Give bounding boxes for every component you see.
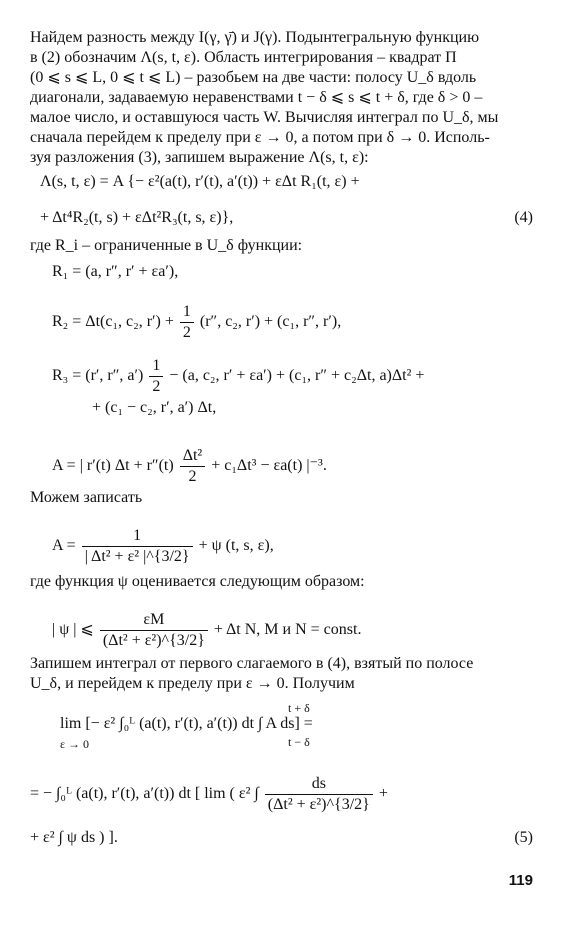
fraction-half xyxy=(149,356,163,397)
equation-psi-left: | ψ | ⩽ xyxy=(52,621,94,639)
equation-psi-right: + Δt N, M и N = const. xyxy=(213,621,362,639)
fraction-eM xyxy=(100,610,208,651)
equation-5-line2-right: + xyxy=(378,785,388,803)
equation-psi xyxy=(52,610,361,651)
page-number: 119 xyxy=(508,872,533,889)
paragraph-line: Найдем разность между I(γ, γ̄) и J(γ). Подынтегральную функцию xyxy=(30,29,480,46)
fraction-numerator: 1 xyxy=(133,527,142,544)
equation-A2-right: + ψ (t, s, ε), xyxy=(198,537,274,555)
fraction-numerator: 1 xyxy=(152,357,161,374)
equation-5-line1: lim [− ε² ∫₀ᴸ (a(t), r′(t), a′(t)) dt ∫ A ds] = xyxy=(60,715,313,732)
fraction-numerator: Δt² xyxy=(182,447,203,464)
equation-5-line3: + ε² ∫ ψ ds ) ]. xyxy=(30,829,118,846)
equation-5-line2-left: = − ∫₀ᴸ (a(t), r′(t), a′(t)) dt [ lim ( ε² ∫ xyxy=(30,785,259,803)
equation-R3-line2: + (c₁ − c₂, r′, a′) Δt, xyxy=(92,399,217,416)
equation-number-4: (4) xyxy=(514,209,533,226)
fraction-denominator: 2 xyxy=(180,322,194,343)
equation-R3-right: − (a, c₂, r′ + εa′) + (c₁, r″ + c₂Δt, a)Δt² + xyxy=(169,367,425,385)
paragraph-line: в (2) обозначим Λ(s, t, ε). Область интегрирования – квадрат П xyxy=(30,49,457,66)
fraction-denominator: 2 xyxy=(180,466,206,487)
equation-5-line2 xyxy=(30,774,388,815)
where-text: где R_i – ограниченные в U_δ функции: xyxy=(30,237,303,254)
fraction-dt2-over-2 xyxy=(180,446,206,487)
integral-upper-limit: t + δ xyxy=(288,701,310,715)
equation-R3-left: R₃ = (r′, r″, a′) xyxy=(52,367,144,385)
equation-5-limit-sub: ε → 0 xyxy=(60,737,90,751)
equation-R3 xyxy=(52,356,424,397)
equation-A2-left: A = xyxy=(52,537,76,555)
paragraph-line: сначала перейдем к пределу при ε → 0, а потом при δ → 0. Исполь- xyxy=(30,129,490,146)
equation-A-approx xyxy=(52,526,274,567)
fraction-ds xyxy=(265,774,373,815)
equation-A-left: A = | r′(t) Δt + r″(t) xyxy=(52,457,174,475)
equation-number-5: (5) xyxy=(514,829,533,846)
equation-4-line2: + Δt⁴R₂(t, s) + εΔt²R₃(t, s, ε)}, xyxy=(40,209,234,226)
fraction-numerator: 1 xyxy=(182,303,191,320)
psi-text: где функция ψ оценивается следующим образом: xyxy=(30,573,365,590)
equation-A xyxy=(52,446,327,487)
paragraph-line: малое число, и оставшуюся часть W. Вычисляя интеграл по U_δ, мы xyxy=(30,109,499,126)
can-write-text: Можем записать xyxy=(30,489,143,506)
equation-R1: R₁ = (a, r″, r′ + εa′), xyxy=(52,263,179,280)
equation-R2-left: R₂ = Δt(c₁, c₂, r′) + xyxy=(52,313,174,331)
equation-4-line1: Λ(s, t, ε) = A {− ε²(a(t), r′(t), a′(t)) + εΔt R₁(t, ε) + xyxy=(40,173,360,190)
equation-R2 xyxy=(52,302,341,343)
paragraph-line: Запишем интеграл от первого слагаемого в (4), взятый по полосе xyxy=(30,655,474,672)
fraction-numerator: εM xyxy=(143,611,165,628)
fraction-denominator: 2 xyxy=(149,376,163,397)
paragraph-line: диагонали, задаваемую неравенствами t − δ ⩽ s ⩽ t + δ, где δ > 0 – xyxy=(30,89,483,106)
paragraph-line: (0 ⩽ s ⩽ L, 0 ⩽ t ⩽ L) – разобьем на две части: полосу U_δ вдоль xyxy=(30,69,477,86)
paragraph-line: зуя разложения (3), запишем выражение Λ(s, t, ε): xyxy=(30,149,369,166)
equation-R2-right: (r″, c₂, r′) + (c₁, r″, r′), xyxy=(199,313,342,331)
fraction-numerator: ds xyxy=(311,775,326,792)
fraction-denominator: (Δt² + ε²)^{3/2} xyxy=(265,794,373,815)
integral-lower-limit: t − δ xyxy=(288,735,310,749)
fraction-denominator: (Δt² + ε²)^{3/2} xyxy=(100,630,208,651)
fraction-one-over-power xyxy=(82,526,193,567)
fraction-denominator: | Δt² + ε² |^{3/2} xyxy=(82,546,193,567)
equation-A-right: + c₁Δt³ − εa(t) |⁻³. xyxy=(211,457,327,475)
paragraph-line: U_δ, и перейдем к пределу при ε → 0. Получим xyxy=(30,675,355,692)
fraction-half xyxy=(180,302,194,343)
